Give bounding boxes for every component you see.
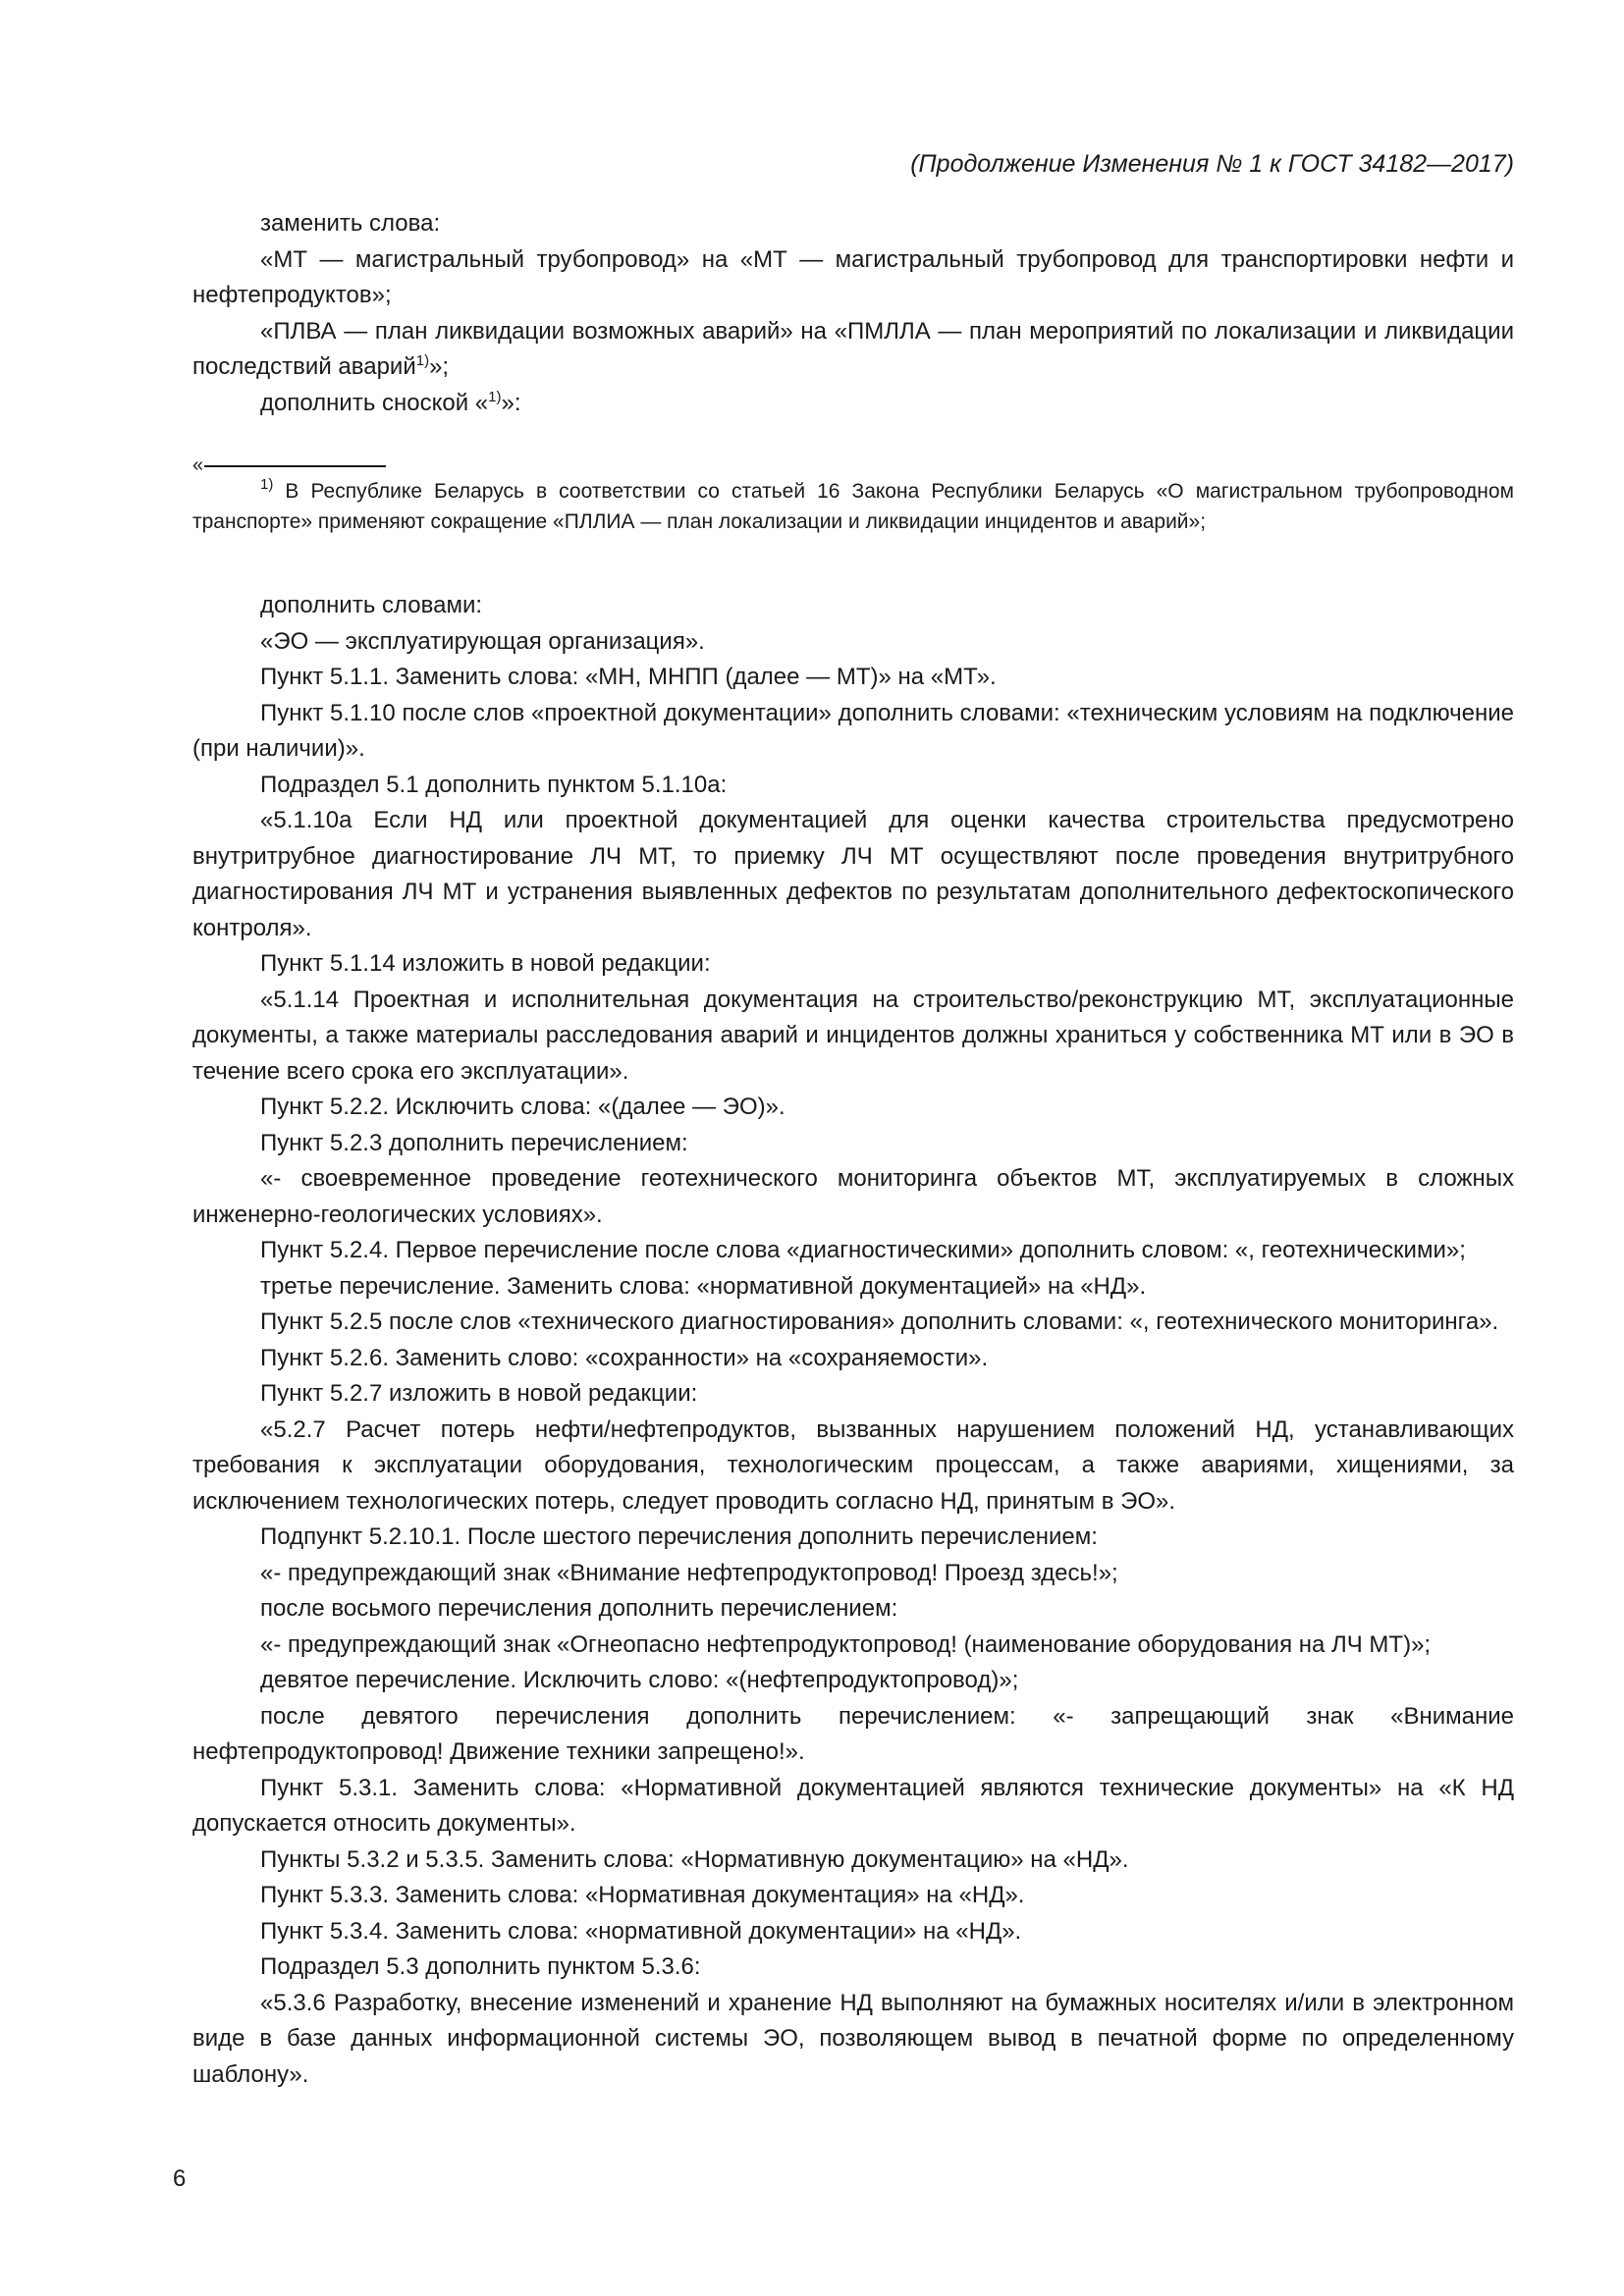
paragraph: Пункт 5.2.2. Исключить слова: «(далее — ЭО)». xyxy=(260,1094,785,1120)
paragraph: Подраздел 5.1 дополнить пунктом 5.1.10а: xyxy=(260,771,728,798)
paragraph: Подпункт 5.2.10.1. После шестого перечисления дополнить перечислением: xyxy=(260,1523,1098,1550)
paragraph: Пункт 5.2.6. Заменить слово: «сохранности» на «сохраняемости». xyxy=(260,1344,989,1371)
open-quote: « xyxy=(192,454,204,476)
paragraph: «- своевременное проведение геотехнического мониторинга объектов МТ, эксплуатируемых в сложных инженерно-геологических условиях». xyxy=(192,1165,1514,1228)
paragraph-text: «ПЛВА — план ликвидации возможных аварий» на «ПМЛЛА — план мероприятий по локализации и ликвидации последствий аварий xyxy=(192,317,1514,380)
footnote-text: В Республике Беларусь в соответствии со статьей 16 Закона Республики Беларусь «О магистральном трубопроводном транспорте» применяют сокращение «ПЛЛИА — план локализации и ликвидации инцидентов и аварий»; xyxy=(192,480,1514,533)
footnote-block xyxy=(192,454,1514,537)
footnote-mark: 1) xyxy=(260,476,274,493)
paragraph: «5.1.14 Проектная и исполнительная документация на строительство/реконструкцию МТ, эксплуатационные документы, а также материалы расследования аварий и инцидентов должны храниться у собственника МТ или в ЭО в течение всего срока его эксплуатации». xyxy=(192,986,1514,1085)
paragraph: «- предупреждающий знак «Огнеопасно нефтепродуктопровод! (наименование оборудования на ЛЧ МТ)»; xyxy=(260,1630,1432,1658)
paragraph: Пункт 5.1.10 после слов «проектной документации» дополнить словами: «техническим условиям на подключение (при наличии)». xyxy=(192,699,1514,762)
paragraph: «МТ — магистральный трубопровод» на «МТ — магистральный трубопровод для транспортировки нефти и нефтепродуктов»; xyxy=(192,245,1514,308)
paragraph: Пункт 5.1.1. Заменить слова: «МН, МНПП (далее — МТ)» на «МТ». xyxy=(260,664,997,690)
page-number: 6 xyxy=(173,2165,187,2192)
footnote-separator xyxy=(192,454,1514,476)
paragraph: Пункт 5.2.7 изложить в новой редакции: xyxy=(260,1380,698,1407)
paragraph: Пункт 5.2.5 после слов «технического диагностирования» дополнить словами: «, геотехнического мониторинга». xyxy=(260,1308,1499,1335)
footnote xyxy=(192,476,1514,537)
paragraph: «- предупреждающий знак «Внимание нефтепродуктопровод! Проезд здесь!»; xyxy=(260,1559,1118,1586)
paragraph: Пункт 5.2.4. Первое перечисление после слова «диагностическими» дополнить словом: «, геотехническими»; xyxy=(260,1237,1466,1263)
paragraph: Пункт 5.3.3. Заменить слова: «Нормативная документация» на «НД». xyxy=(260,1882,1025,1908)
paragraph: Пункты 5.3.2 и 5.3.5. Заменить слова: «Нормативную документацию» на «НД». xyxy=(260,1845,1129,1873)
paragraph: «ЭО — эксплуатирующая организация». xyxy=(260,627,705,655)
document-page xyxy=(192,147,1514,2093)
paragraph-text: дополнить сноской « xyxy=(260,389,489,416)
paragraph: «5.2.7 Расчет потерь нефти/нефтепродуктов, вызванных нарушением положений НД, устанавливающих требования к эксплуатации оборудования, технологическим процессам, а также авариями, хищениями, за исключением технологических потерь, следует проводить согласно НД, принятым в ЭО». xyxy=(192,1415,1514,1515)
paragraph: заменить слова: xyxy=(260,210,441,237)
paragraph-text: »; xyxy=(429,353,450,380)
paragraph: девятое перечисление. Исключить слово: «(нефтепродуктопровод)»; xyxy=(260,1667,1019,1693)
paragraph xyxy=(192,386,1514,422)
paragraph: «5.3.6 Разработку, внесение изменений и хранение НД выполняют на бумажных носителях и/или в электронном виде в базе данных информационной системы ЭО, позволяющем вывод в печатной форме по определенному шаблону». xyxy=(192,1989,1514,2088)
paragraph: Подраздел 5.3 дополнить пунктом 5.3.6: xyxy=(260,1953,701,1980)
paragraph-text: »: xyxy=(501,389,521,416)
paragraph: дополнить словами: xyxy=(260,592,483,618)
paragraph: третье перечисление. Заменить слова: «нормативной документацией» на «НД». xyxy=(260,1272,1147,1300)
paragraph: Пункт 5.3.1. Заменить слова: «Нормативной документацией являются технические документы» на «К НД допускается относить документы». xyxy=(192,1774,1514,1837)
paragraph: «5.1.10а Если НД или проектной документацией для оценки качества строительства предусмотрено внутритрубное диагностирование ЛЧ МТ, то приемку ЛЧ МТ осуществляют после проведения внутритрубного диагностирования ЛЧ МТ и устранения выявленных дефектов по результатам дополнительного дефектоскопического контроля». xyxy=(192,807,1514,941)
footnote-reference: 1) xyxy=(488,388,502,405)
paragraph: после восьмого перечисления дополнить перечислением: xyxy=(260,1595,898,1622)
page-header: (Продолжение Изменения № 1 к ГОСТ 34182—2017) xyxy=(910,150,1514,178)
footnote-reference: 1) xyxy=(415,352,430,369)
paragraph: Пункт 5.3.4. Заменить слова: «нормативной документации» на «НД». xyxy=(260,1917,1022,1945)
footnote-rule xyxy=(204,465,386,467)
body-text xyxy=(192,588,1514,2093)
paragraph xyxy=(192,314,1514,386)
paragraph: после девятого перечисления дополнить перечислением: «- запрещающий знак «Внимание нефтепродуктопровод! Движение техники запрещено!». xyxy=(192,1702,1514,1765)
paragraph: Пункт 5.2.3 дополнить перечислением: xyxy=(260,1129,688,1156)
paragraph: Пункт 5.1.14 изложить в новой редакции: xyxy=(260,950,711,977)
